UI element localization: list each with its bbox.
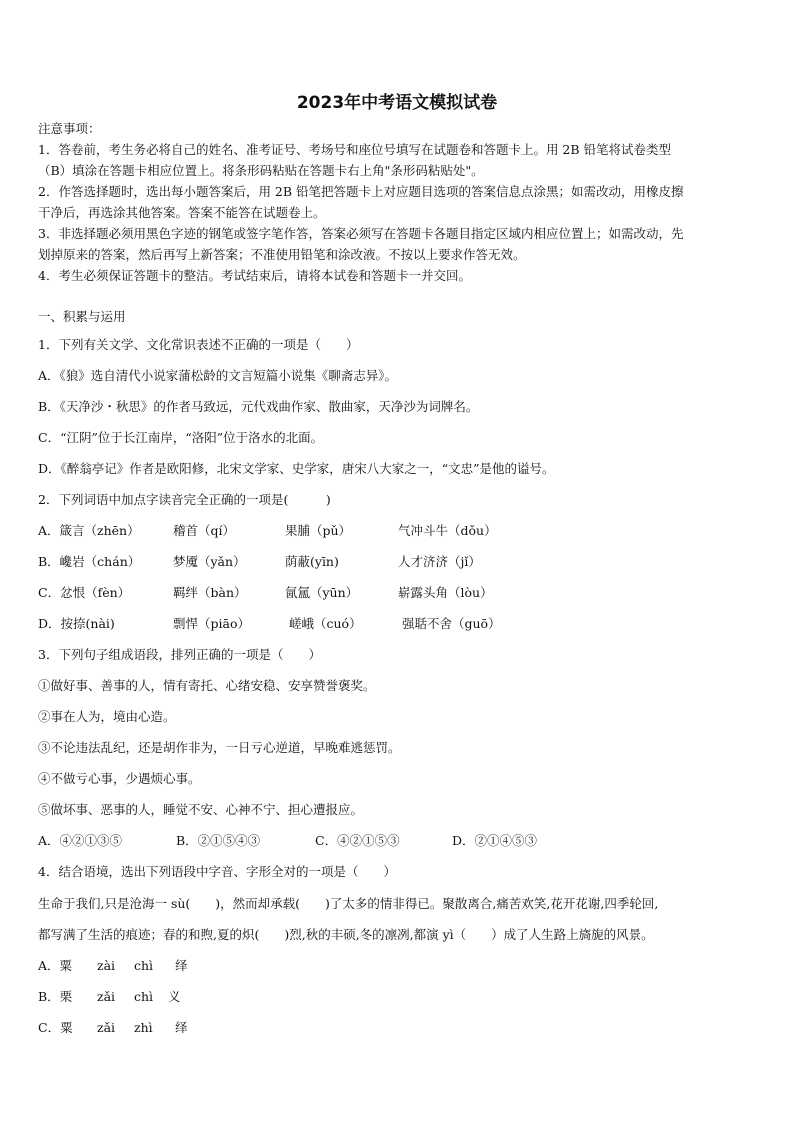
question-4-option-b-pinyin-1: zǎi	[97, 989, 116, 1004]
question-3-sentence: ①做好事、善事的人，情有寄托、心绪安稳、安享赞誉褒奖。	[38, 678, 376, 693]
notice-line: 划掉原来的答案，然后再写上新答案；不准使用铅笔和涂改液。不按以上要求作答无效。	[38, 247, 526, 262]
question-2-row-a-col-4: 气冲斗牛（dǒu）	[398, 523, 497, 538]
question-4-option-a-pinyin-2: chì	[134, 958, 154, 973]
page-title: 2023年中考语文模拟试卷	[296, 93, 498, 113]
notice-line: 3．非选择题必须用黑色字迹的钢笔或签字笔作答，答案必须写在答题卡各题目指定区域内相应位置上；如需改动，先	[38, 226, 684, 241]
question-2-row-b-col-1: B．巉岩（chán）	[38, 554, 141, 569]
question-3-option-d: D．②①④⑤③	[452, 833, 538, 848]
question-4-option-c-char-2: 绎	[175, 1020, 188, 1035]
question-3-option-b: B．②①⑤④③	[176, 833, 261, 848]
question-1-option-b: B．《天净沙・秋思》的作者马致远，元代戏曲作家、散曲家，天净沙为词牌名。	[38, 399, 479, 414]
question-2-row-b-col-4: 人才济济（jǐ）	[398, 554, 481, 569]
question-4-option-b-pinyin-2: chì	[134, 989, 154, 1004]
question-2-row-d-col-1: D．按捺(nài)	[38, 616, 115, 631]
question-3-option-c: C．④②①⑤③	[315, 833, 400, 848]
question-2-row-a-col-3: 果脯（pǔ）	[285, 523, 352, 538]
question-3-sentence: ②事在人为，境由心造。	[38, 709, 176, 724]
question-4-option-b-char-2: 义	[168, 989, 181, 1004]
question-2-row-c-col-3: 氤氲（yūn）	[285, 585, 359, 600]
question-3-option-a: A．④②①③⑤	[38, 833, 123, 848]
question-1-option-a: A．《狼》选自清代小说家蒲松龄的文言短篇小说集《聊斋志异》。	[38, 368, 398, 383]
question-4-passage: 生命于我们,只是沧海一 sù( )，然而却承载( )了太多的情非得已。聚散离合,痛苦欢笑,花开花谢,四季轮回,	[38, 896, 659, 911]
section-heading: 一、积累与运用	[38, 309, 126, 324]
notice-line: （B）填涂在答题卡相应位置上。将条形码粘贴在答题卡右上角"条形码粘贴处"。	[38, 163, 484, 178]
question-2-stem: 2．下列词语中加点字读音完全正确的一项是( )	[38, 492, 331, 507]
question-2-row-d-col-3: 嵯峨（cuó）	[289, 616, 362, 631]
question-1-option-c: C．“江阴”位于长江南岸，“洛阳”位于洛水的北面。	[38, 430, 324, 445]
question-2-row-c-col-4: 崭露头角（lòu）	[398, 585, 493, 600]
question-4-option-c-char: C．粟	[38, 1020, 73, 1035]
notice-line: 1．答卷前，考生务必将自己的姓名、准考证号、考场号和座位号填写在试题卷和答题卡上。用 2B 铅笔将试卷类型	[38, 142, 672, 157]
question-4-passage: 都写满了生活的痕迹；春的和煦,夏的炽( )烈,秋的丰硕,冬的凛冽,都演 yì（ ）成了人生路上旖旎的风景。	[38, 927, 654, 942]
question-4-option-a-pinyin-1: zài	[97, 958, 116, 973]
question-3-sentence: ⑤做坏事、恶事的人，睡觉不安、心神不宁、担心遭报应。	[38, 802, 364, 817]
notice-line: 2．作答选择题时，选出每小题答案后，用 2B 铅笔把答题卡上对应题目选项的答案信息点涂黑；如需改动，用橡皮擦	[38, 184, 684, 199]
question-3-sentence: ③不论违法乱纪，还是胡作非为，一日亏心逆道，早晚难逃惩罚。	[38, 740, 401, 755]
question-4-option-a-char-2: 绎	[175, 958, 188, 973]
question-3-stem: 3．下列句子组成语段，排列正确的一项是（ ）	[38, 647, 321, 662]
question-2-row-d-col-2: 剽悍（piāo）	[173, 616, 250, 631]
question-2-row-a-col-1: A．箴言（zhēn）	[38, 523, 140, 538]
question-4-stem: 4．结合语境，选出下列语段中字音、字形全对的一项是（ ）	[38, 864, 396, 879]
question-3-sentence: ④不做亏心事，少遇烦心事。	[38, 771, 201, 786]
question-4-option-c-pinyin-1: zǎi	[97, 1020, 116, 1035]
question-2-row-d-col-4: 强聒不舍（guō）	[402, 616, 501, 631]
question-1-option-d: D．《醉翁亭记》作者是欧阳修，北宋文学家、史学家，唐宋八大家之一，“文忠”是他的谥号。	[38, 461, 555, 476]
question-4-option-c-pinyin-2: zhì	[134, 1020, 153, 1035]
notice-line: 干净后，再选涂其他答案。答案不能答在试题卷上。	[38, 205, 326, 220]
question-2-row-b-col-2: 梦魇（yǎn）	[173, 554, 246, 569]
question-4-option-b-char: B．栗	[38, 989, 73, 1004]
question-1-stem: 1．下列有关文学、文化常识表述不正确的一项是（ ）	[38, 337, 359, 352]
notice-line: 4．考生必须保证答题卡的整洁。考试结束后，请将本试卷和答题卡一并交回。	[38, 268, 471, 283]
question-2-row-b-col-3: 荫蔽(yīn)	[285, 554, 339, 569]
question-2-row-c-col-2: 羁绊（bàn）	[173, 585, 247, 600]
question-2-row-c-col-1: C．忿恨（fèn）	[38, 585, 131, 600]
question-4-option-a-char: A．粟	[38, 958, 73, 973]
notice-heading: 注意事项：	[38, 121, 101, 136]
question-2-row-a-col-2: 稽首（qí）	[173, 523, 235, 538]
